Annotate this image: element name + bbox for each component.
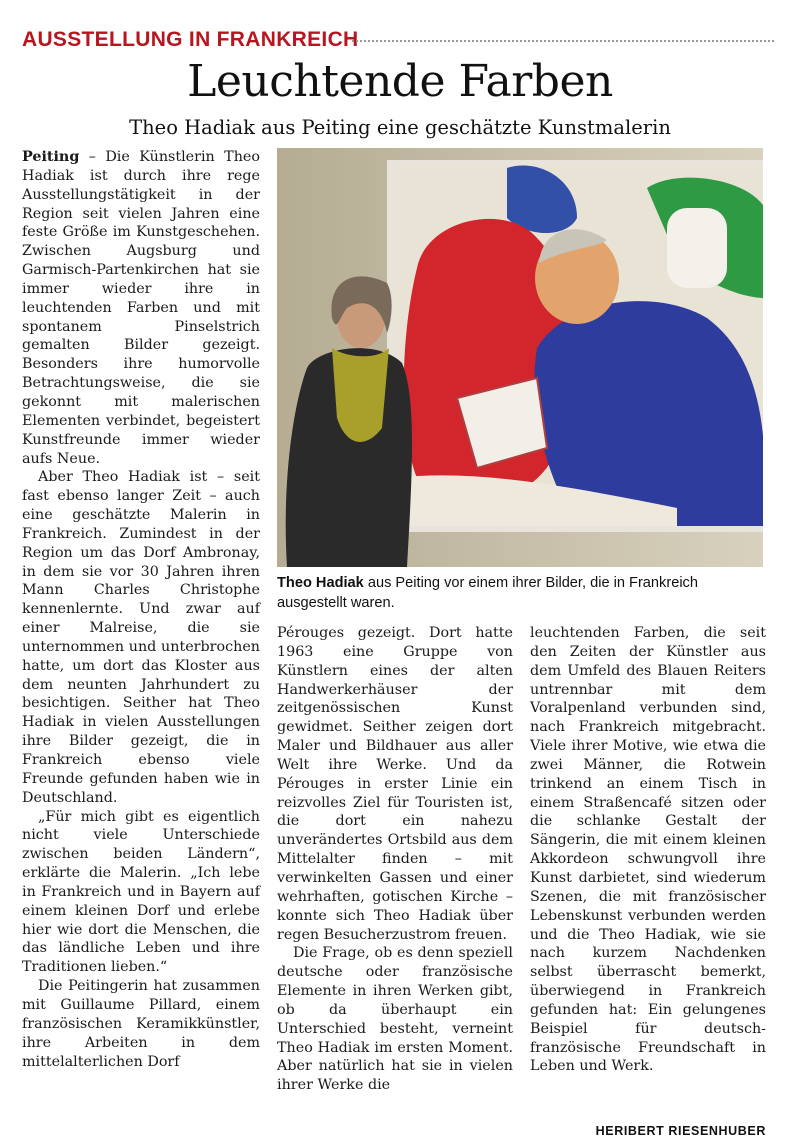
article-photo <box>277 148 763 567</box>
subheadline: Theo Hadiak aus Peiting eine geschätzte Kunstmalerin <box>129 116 671 139</box>
painting-white-figure <box>667 208 727 288</box>
paragraph-text: – Die Künstlerin Theo Hadiak ist durch ihre rege Ausstellungstätigkeit in der Region seit vielen Jahren eine feste Größe im Kunstgeschehen. Zwischen Augsburg und Garmisch-Partenkirchen hat sie immer wieder ihre in leuchtenden Farben und mit spontanem Pinselstrich gemalten Bilder gezeigt. Besonders ihre humorvolle Betrachtungsweise, die sie gekonnt mit malerischen Elementen verbindet, begeistert Kunstfreunde immer wieder aufs Neue. <box>22 149 260 467</box>
dateline: Peiting <box>22 149 80 165</box>
paragraph: Die Peitingerin hat zusammen mit Guillaume Pillard, einem französischen Keramikkünstler, ihre Arbeiten in dem mittelalterlichen Dorf <box>22 978 260 1070</box>
article-column-3 <box>530 624 766 1076</box>
paragraph: leuchtenden Farben, die seit den Zeiten der Künstler aus dem Umfeld des Blauen Reiters untrennbar mit dem Voralpenland verbunden sind, nach Frankreich mitgebracht. Viele ihrer Motive, wie etwa die zwei Männer, die Rotwein trinkend an einem Tisch in einem Straßencafé sitzen oder die schlanke Gestalt der Sängerin, die mit einem kleinen Akkordeon schwungvoll ihre Kunst darbietet, sind wiederum Szenen, die mit französischer Lebenskunst verbunden werden und die Theo Hadiak, wie sie nach kurzem Nachdenken selbst überrascht bemerkt, überwiegend in Frankreich gefunden hat: Ein gelungenes Beispiel für deutsch-französische Freundschaft in Leben und Werk. <box>530 625 766 1075</box>
paragraph: Pérouges gezeigt. Dort hatte 1963 eine Gruppe von Künstlern eines der alten Handwerkerhäuser der zeitgenössischen Kunst gewidmet. Seither zeigen dort Maler und Bildhauer aus aller Welt ihre Werke. Und da Pérouges in erster Linie ein reizvolles Ziel für Touristen ist, die dort ein nahezu unverändertes Ortsbild aus dem Mittelalter finden – mit verwinkelten Gassen und einer wehrhaften, gotischen Kirche – konnte sich Theo Hadiak über regen Besucherzustrom freuen. <box>277 625 513 943</box>
author-byline: HERIBERT RIESENHUBER <box>595 1124 766 1138</box>
photo-illustration <box>277 148 763 567</box>
caption-text: aus Peiting vor einem ihrer Bilder, die in Frankreich ausgestellt waren. <box>277 575 698 611</box>
article-column-1 <box>22 148 260 1071</box>
paragraph: Aber Theo Hadiak ist – seit fast ebenso langer Zeit – auch eine geschätzte Malerin in Frankreich. Zumindest in der Region um das Dorf Ambronay, in dem sie vor 30 Jahren ihren Mann Charles Christophe kennenlernte. Und zwar auf einer Malreise, die sie unternommen und unterbrochen hatte, um dort das Kloster aus dem neunten Jahrhundert zu besichtigen. Seither hat Theo Hadiak in vielen Ausstellungen ihre Bilder gezeigt, die in Frankreich ebenso viele Freunde gefunden haben wie in Deutschland. <box>22 469 260 806</box>
paragraph: Die Frage, ob es denn speziell deutsche oder französische Elemente in ihren Werken gibt, ob da überhaupt ein Unterschied besteht, verneint Theo Hadiak im ersten Moment. Aber natürlich hat sie in vielen ihrer Werke die <box>277 945 513 1094</box>
headline: Leuchtende Farben <box>187 56 613 107</box>
section-kicker: AUSSTELLUNG IN FRANKREICH <box>22 28 359 51</box>
photo-caption <box>277 574 767 613</box>
paragraph <box>22 148 260 468</box>
caption-name: Theo Hadiak <box>277 575 364 591</box>
article-column-2 <box>277 624 513 1095</box>
kicker-dotted-rule <box>352 40 774 42</box>
paragraph: „Für mich gibt es eigentlich nicht viele Unterschiede zwischen beiden Ländern“, erklärte die Malerin. „Ich lebe in Frankreich und in Bayern auf einem kleinen Dorf und erlebe hier wie dort die Menschen, die das ländliche Leben und ihre Traditionen lieben.“ <box>22 808 260 976</box>
